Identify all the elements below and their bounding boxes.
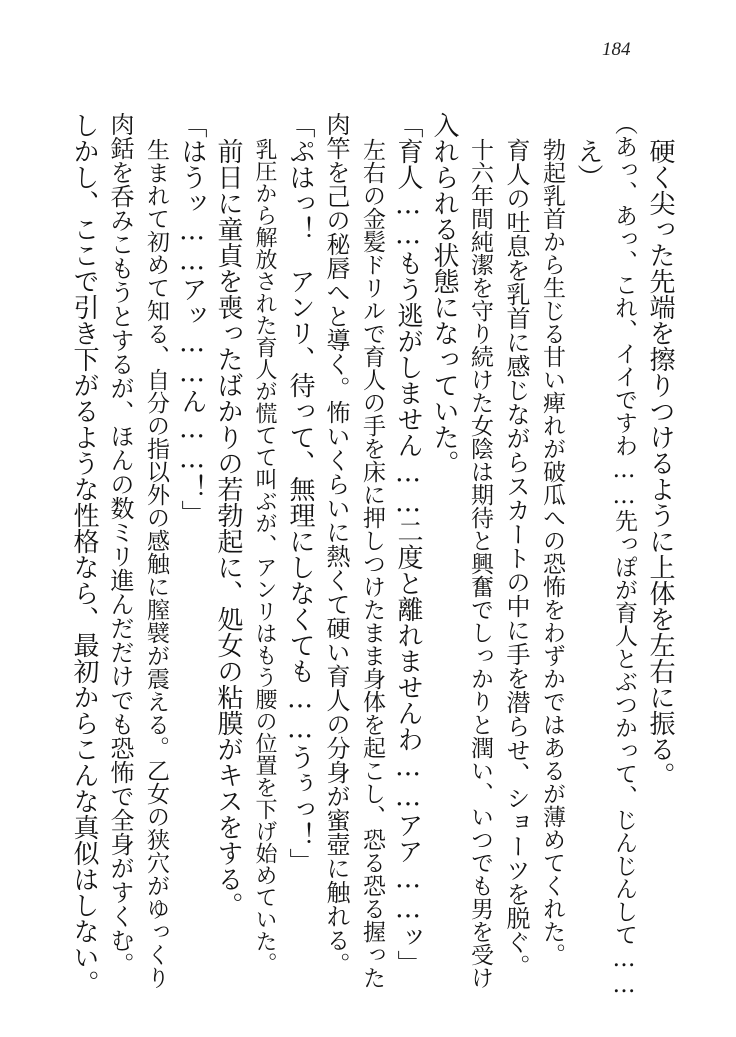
text-column: 生まれて初めて知る、自分の指以外の感触に膣襞が震える。乙女の狭穴がゆっくり <box>143 138 169 989</box>
text-column: 硬く尖った先端を擦りつけるように上体を左右に振る。 <box>645 138 675 788</box>
text-column: 育人の吐息を乳首に感じながらスカートの中に手を潜らせ、ショーツを脱ぐ。 <box>502 138 530 978</box>
text-column: 「育人……もう逃がしません……二度と離れませんわ……アア……ッ」 <box>393 112 423 976</box>
text-column: 肉竿を己の秘唇へと導く。怖いくらいに熱くて硬い育人の分身が蜜壺に触れる。 <box>322 112 350 976</box>
text-column: （あっ、あっ、これ、イイですわ……先っぽが育人とぶつかって、じんじんして…… <box>611 112 637 998</box>
text-column: 左右の金髪ドリルで育人の手を床に押しつけたまま身体を起こし、恐る恐る握った <box>359 138 385 989</box>
text-column: 乳圧から解放された育人が慌てて叫ぶが、アンリはもう腰の位置を下げ始めていた。 <box>252 138 277 974</box>
text-column: え） <box>573 138 603 190</box>
text-column: 前日に童貞を喪ったばかりの若勃起に、処女の粘膜がキスをする。 <box>213 138 243 918</box>
text-column: 十六年間純潔を守り続けた女陰は期待と興奮でしっかりと潤い、いつでも男を受け <box>467 138 493 989</box>
text-column: しかし、ここで引き下がるような性格なら、最初からこんな真似はしない。 <box>69 112 99 996</box>
text-column: 肉銛を呑みこもうとするが、ほんの数ミリ進んだだけでも恐怖で全身がすくむ。 <box>106 112 134 976</box>
text-column: 「ぷはっ！ アンリ、待って、無理にしなくても……うぅっ！」 <box>285 112 315 874</box>
text-column: 勃起乳首から生じる甘い痺れが破瓜への恐怖をわずかではあるが薄めてくれた。 <box>539 138 565 966</box>
text-column: 入れられる状態になっていた。 <box>429 112 459 476</box>
text-column: 「はうッ……アッ……ん……！」 <box>177 112 207 526</box>
page-number: 184 <box>602 39 631 60</box>
